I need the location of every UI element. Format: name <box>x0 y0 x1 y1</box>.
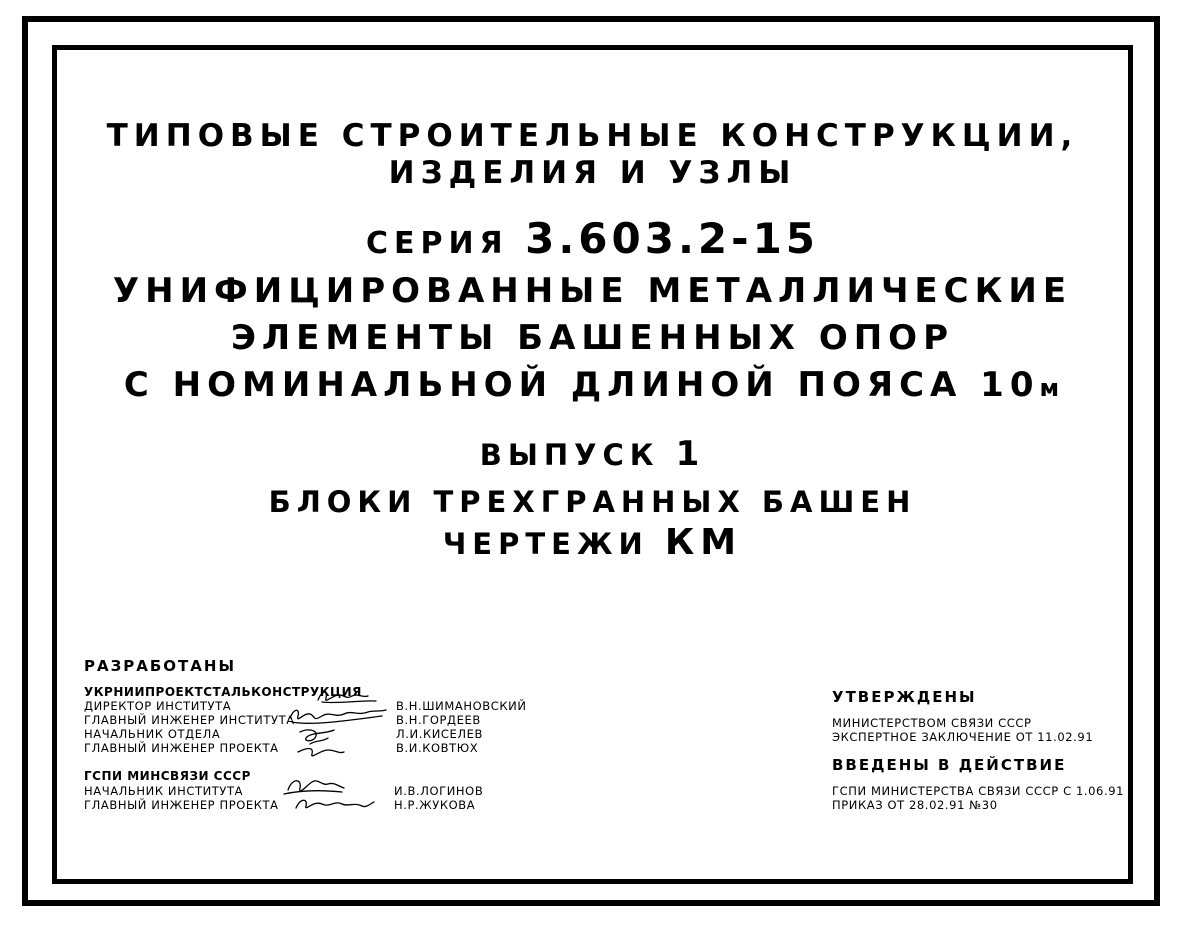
series-line <box>52 214 1133 263</box>
signature-project-chief-1 <box>298 749 344 756</box>
issue-number: 1 <box>675 434 706 474</box>
approved-lines <box>832 716 1093 744</box>
org1-role: ГЛАВНЫЙ ИНЖЕНЕР ИНСТИТУТА <box>84 713 295 727</box>
org2-name: И.В.ЛОГИНОВ <box>394 784 484 798</box>
issue-label: ВЫПУСК <box>479 438 660 472</box>
org1-name: Л.И.КИСЕЛЕВ <box>396 727 484 741</box>
org1-names <box>396 699 527 755</box>
part-line-2 <box>52 522 1133 563</box>
enacted-heading: ВВЕДЕНЫ В ДЕЙСТВИЕ <box>832 756 1067 774</box>
approved-heading: УТВЕРЖДЕНЫ <box>832 688 977 706</box>
org1-name: В.Н.ШИМАНОВСКИЙ <box>396 699 527 713</box>
developed-heading: РАЗРАБОТАНЫ <box>84 657 236 675</box>
approved-line: МИНИСТЕРСТВОМ СВЯЗИ СССР <box>832 716 1032 730</box>
subject-line-2: ЭЛЕМЕНТЫ БАШЕННЫХ ОПОР <box>230 318 954 358</box>
org1-name: В.И.КОВТЮХ <box>396 741 479 755</box>
org1-roles <box>84 699 295 755</box>
title-line-2: ИЗДЕЛИЯ И УЗЛЫ <box>388 155 797 191</box>
enacted-line: ПРИКАЗ ОТ 28.02.91 №30 <box>832 798 998 812</box>
org2-role: НАЧАЛЬНИК ИНСТИТУТА <box>84 784 244 798</box>
developed-org-1: УКРНИИПРОЕКТСТАЛЬКОНСТРУКЦИЯ <box>84 685 362 699</box>
enacted-lines <box>832 784 1124 812</box>
developed-org-2: ГСПИ МИНСВЯЗИ СССР <box>84 769 251 783</box>
part-code: КМ <box>664 522 743 563</box>
org2-role: ГЛАВНЫЙ ИНЖЕНЕР ПРОЕКТА <box>84 798 279 812</box>
org2-name: Н.Р.ЖУКОВА <box>394 798 476 812</box>
org1-role: ГЛАВНЫЙ ИНЖЕНЕР ПРОЕКТА <box>84 741 279 755</box>
signatures <box>282 686 392 812</box>
series-number: 3.603.2-15 <box>525 214 820 263</box>
subject-line-1: УНИФИЦИРОВАННЫЕ МЕТАЛЛИЧЕСКИЕ <box>112 271 1073 311</box>
part-label: ЧЕРТЕЖИ <box>442 527 649 561</box>
signature-director <box>318 692 376 702</box>
signature-institute-head <box>284 781 344 794</box>
subject-unit: м <box>1039 374 1062 402</box>
series-label: СЕРИЯ <box>365 226 509 261</box>
org1-name: В.Н.ГОРДЕЕВ <box>396 713 481 727</box>
enacted-line: ГСПИ МИНИСТЕРСТВА СВЯЗИ СССР С 1.06.91 <box>832 784 1125 798</box>
part-line-1: БЛОКИ ТРЕХГРАННЫХ БАШЕН <box>268 485 917 519</box>
org1-role: НАЧАЛЬНИК ОТДЕЛА <box>84 727 221 741</box>
approved-line: ЭКСПЕРТНОЕ ЗАКЛЮЧЕНИЕ ОТ 11.02.91 <box>832 730 1094 744</box>
org2-roles <box>84 784 279 812</box>
issue-line <box>52 434 1133 474</box>
org2-names <box>394 784 483 812</box>
subject-line-3 <box>52 365 1133 405</box>
subject-line-3-text: С НОМИНАЛЬНОЙ ДЛИНОЙ ПОЯСА 10 <box>123 365 1040 405</box>
signature-department-head <box>300 730 334 744</box>
title-line-1: ТИПОВЫЕ СТРОИТЕЛЬНЫЕ КОНСТРУКЦИИ, <box>106 118 1079 154</box>
signature-chief-engineer <box>290 710 386 723</box>
org1-role: ДИРЕКТОР ИНСТИТУТА <box>84 699 232 713</box>
signature-project-chief-2 <box>296 800 374 808</box>
